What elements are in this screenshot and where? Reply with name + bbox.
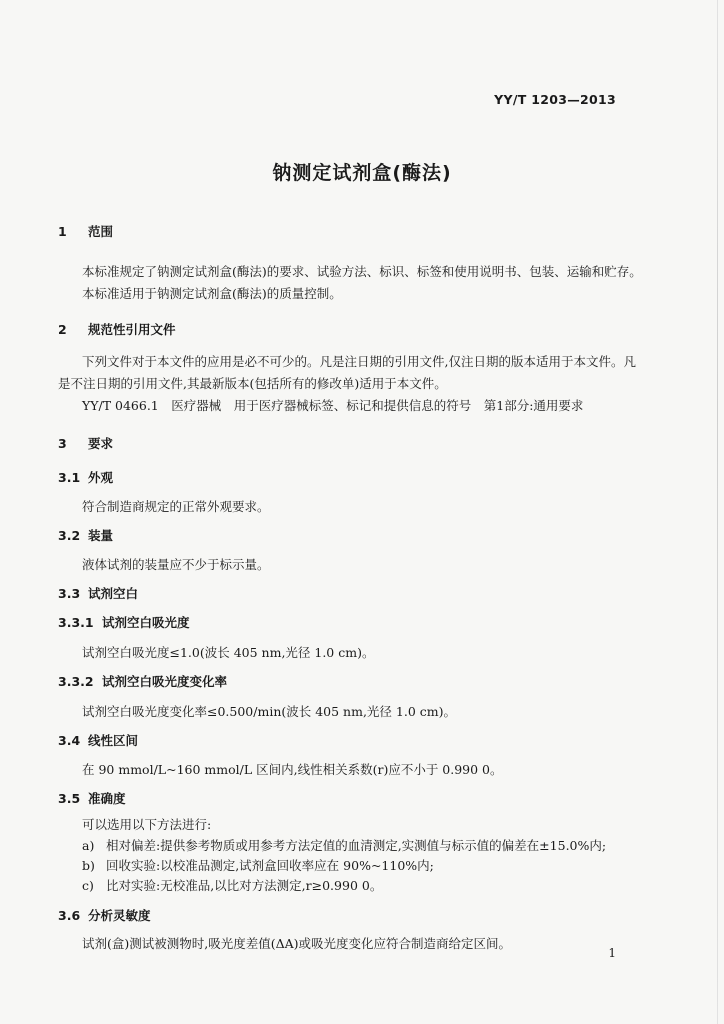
section-number: 3.4: [58, 733, 81, 748]
document-title: 钠测定试剂盒(酶法): [272, 162, 452, 184]
section-number: 3.5: [58, 791, 81, 806]
section-3-2-heading: [58, 526, 113, 544]
section-number: 3.6: [58, 908, 81, 923]
section-title: 准确度: [88, 791, 126, 806]
list-marker: a): [82, 838, 95, 853]
section-number: 3.2: [58, 528, 81, 543]
section-title: 试剂空白吸光度: [102, 615, 190, 630]
list-item: [82, 856, 434, 874]
page-edge-line: [717, 0, 718, 1024]
section-number: 3.3.1: [58, 615, 94, 630]
list-item: [82, 876, 382, 894]
section-number: 2: [58, 322, 67, 337]
section-3-heading: [58, 434, 113, 452]
section-2-heading: [58, 320, 176, 338]
section-number: 3.3.2: [58, 674, 94, 689]
standard-code: YY/T 1203—2013: [494, 92, 616, 107]
section-number: 1: [58, 224, 67, 239]
list-text: 相对偏差:提供参考物质或用参考方法定值的血清测定,实测值与标示值的偏差在±15.0%内;: [106, 838, 607, 853]
section-1-paragraph-1: 本标准规定了钠测定试剂盒(酶法)的要求、试验方法、标识、标签和使用说明书、包装、运输和贮存。: [82, 264, 642, 279]
section-number: 3.1: [58, 470, 81, 485]
section-number: 3.3: [58, 586, 81, 601]
section-title: 外观: [88, 470, 114, 485]
section-title: 装量: [88, 528, 114, 543]
section-2-paragraph-1: 下列文件对于本文件的应用是必不可少的。凡是注日期的引用文件,仅注日期的版本适用于本文件。凡是不注日期的引用文件,其最新版本(包括所有的修改单)适用于本文件。: [58, 354, 636, 391]
section-number: 3: [58, 436, 67, 451]
section-title: 线性区间: [88, 733, 139, 748]
section-3-3-2-heading: [58, 672, 227, 690]
section-3-3-2-paragraph: 试剂空白吸光度变化率≤0.500/min(波长 405 nm,光径 1.0 cm)。: [82, 704, 456, 719]
page-number: 1: [608, 946, 616, 960]
section-title: 分析灵敏度: [88, 908, 151, 923]
section-3-5-intro: 可以选用以下方法进行:: [82, 817, 212, 832]
section-3-5-heading: [58, 789, 126, 807]
section-3-1-heading: [58, 468, 113, 486]
section-1-paragraph-2: 本标准适用于钠测定试剂盒(酶法)的质量控制。: [82, 286, 342, 301]
section-3-6-paragraph: 试剂(盒)测试被测物时,吸光度差值(ΔA)或吸光度变化应符合制造商给定区间。: [82, 936, 512, 951]
section-title: 规范性引用文件: [88, 322, 176, 337]
list-text: 回收实验:以校准品测定,试剂盒回收率应在 90%~110%内;: [106, 858, 434, 873]
section-title: 范围: [88, 224, 114, 239]
section-3-6-heading: [58, 906, 151, 924]
section-2-reference: YY/T 0466.1 医疗器械 用于医疗器械标签、标记和提供信息的符号 第1部分:通用要求: [82, 398, 584, 413]
section-1-heading: [58, 222, 113, 240]
list-marker: b): [82, 858, 95, 873]
section-3-3-heading: [58, 584, 138, 602]
section-3-1-paragraph: 符合制造商规定的正常外观要求。: [82, 499, 270, 514]
list-text: 比对实验:无校准品,以比对方法测定,r≥0.990 0。: [106, 878, 383, 893]
section-3-4-paragraph: 在 90 mmol/L~160 mmol/L 区间内,线性相关系数(r)应不小于 0.990 0。: [82, 762, 503, 777]
section-3-4-heading: [58, 731, 138, 749]
section-3-2-paragraph: 液体试剂的装量应不少于标示量。: [82, 557, 270, 572]
section-3-3-1-paragraph: 试剂空白吸光度≤1.0(波长 405 nm,光径 1.0 cm)。: [82, 645, 375, 660]
section-title: 试剂空白: [88, 586, 139, 601]
section-title: 试剂空白吸光度变化率: [102, 674, 228, 689]
list-item: [82, 836, 606, 854]
section-title: 要求: [88, 436, 114, 451]
list-marker: c): [82, 878, 94, 893]
section-3-3-1-heading: [58, 613, 190, 631]
